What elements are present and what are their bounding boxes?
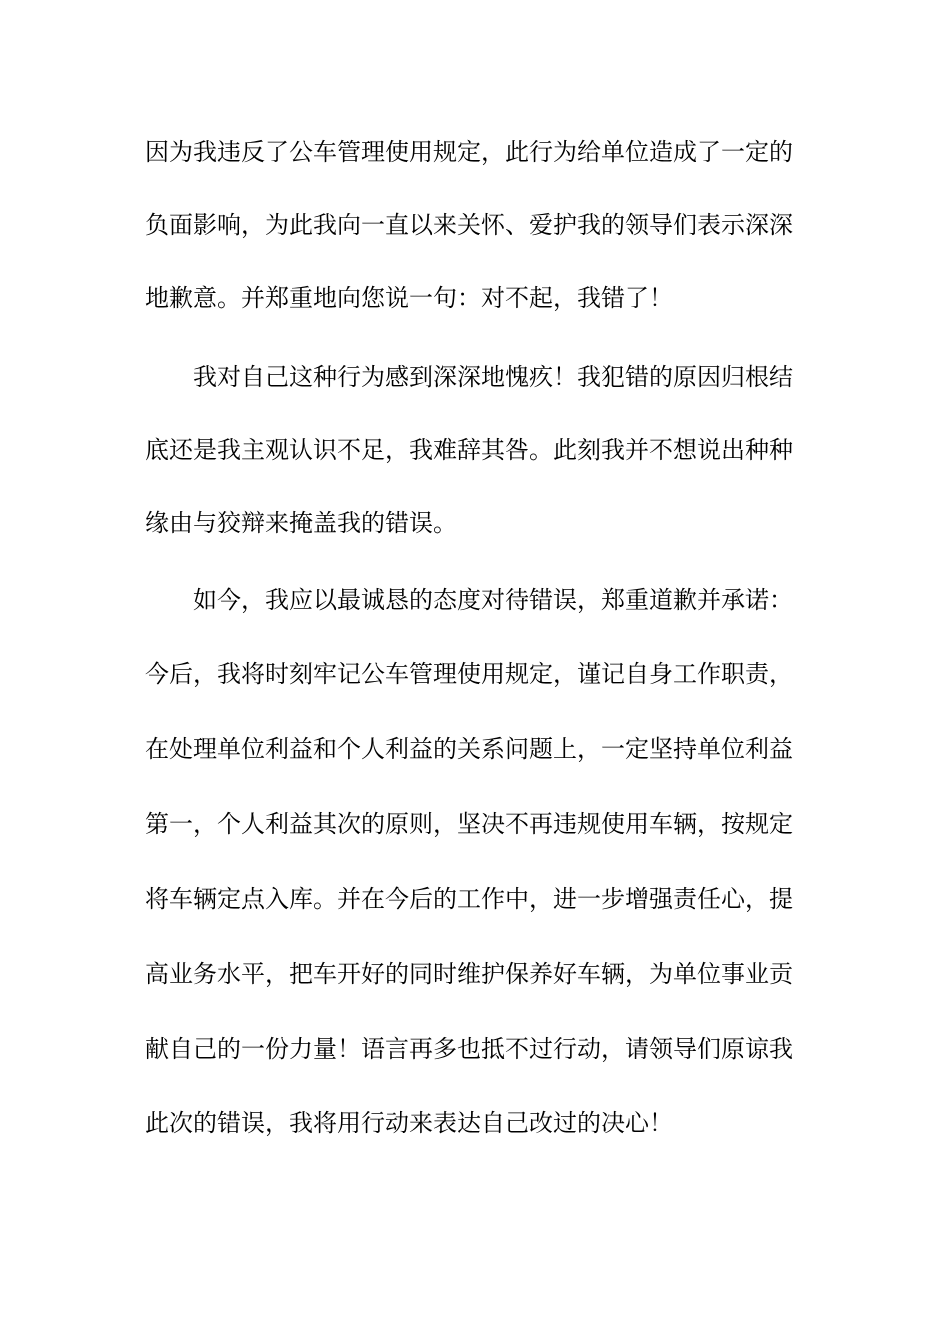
text-line-14: 此次的错误，我将用行动来表达自己改过的决心！ (145, 1109, 673, 1137)
text-line-8: 今后，我将时刻牢记公车管理使用规定，谨记自身工作职责， (145, 660, 793, 688)
text-line-2: 负面影响，为此我向一直以来关怀、爱护我的领导们表示深深 (145, 211, 793, 239)
text-line-11: 将车辆定点入库。并在今后的工作中，进一步增强责任心，提 (145, 885, 793, 913)
text-line-13: 献自己的一份力量！语言再多也抵不过行动，请领导们原谅我 (145, 1035, 793, 1063)
text-line-7: 如今，我应以最诚恳的态度对待错误，郑重道歉并承诺： (193, 586, 793, 614)
text-line-4: 我对自己这种行为感到深深地愧疚！我犯错的原因归根结 (193, 363, 793, 391)
text-line-3: 地歉意。并郑重地向您说一句：对不起，我错了！ (145, 284, 673, 312)
text-line-9: 在处理单位利益和个人利益的关系问题上，一定坚持单位利益 (145, 735, 793, 763)
text-line-6: 缘由与狡辩来掩盖我的错误。 (145, 509, 457, 537)
text-line-12: 高业务水平，把车开好的同时维护保养好车辆，为单位事业贡 (145, 960, 793, 988)
text-line-10: 第一，个人利益其次的原则，坚决不再违规使用车辆，按规定 (145, 810, 793, 838)
text-line-5: 底还是我主观认识不足，我难辞其咎。此刻我并不想说出种种 (145, 436, 793, 464)
text-line-1: 因为我违反了公车管理使用规定，此行为给单位造成了一定的 (145, 138, 793, 166)
